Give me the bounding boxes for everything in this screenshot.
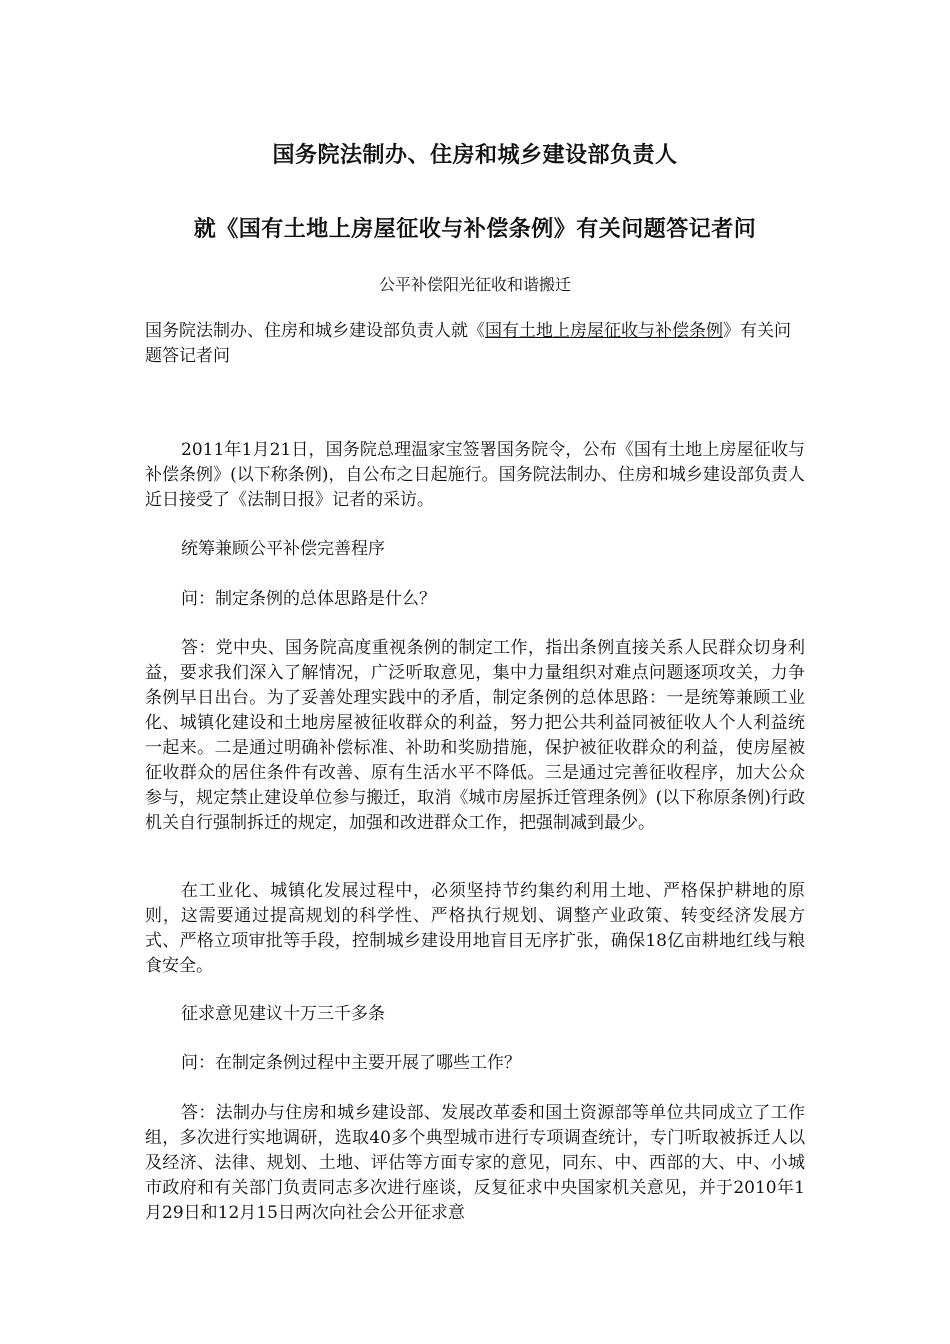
intro-prefix: 国务院法制办、住房和城乡建设部负责人就《	[145, 321, 485, 341]
document-title-line2: 就《国有土地上房屋征收与补偿条例》有关问题答记者问	[193, 217, 757, 242]
intro-line	[145, 319, 805, 369]
regulation-link[interactable]: 国有土地上房屋征收与补偿条例	[485, 321, 723, 341]
section-heading-2: 征求意见建议十万三千多条	[181, 1004, 385, 1024]
question-2: 问：在制定条例过程中主要开展了哪些工作？	[181, 1053, 521, 1073]
answer-2: 答：法制办与住房和城乡建设部、发展改革委和国土资源部等单位共同成立了工作组，多次进行实地调研，选取40多个典型城市进行专项调查统计，专门听取被拆迁人以及经济、法律、规划、土地、评估等方面专家的意见，同东、中、西部的大、中、小城市政府和有关部门负责同志多次进行座谈，反复征求中央国家机关意见，并于2010年1月29日和12月15日两次向社会公开征求意	[145, 1103, 805, 1223]
paragraph-land-use: 在工业化、城镇化发展过程中，必须坚持节约集约利用土地、严格保护耕地的原则，这需要通过提高规划的科学性、严格执行规划、调整产业政策、转变经济发展方式、严格立项审批等手段，控制城乡建设用地盲目无序扩张，确保18亿亩耕地红线与粮食安全。	[145, 881, 805, 976]
section-heading-1: 统筹兼顾公平补偿完善程序	[181, 539, 385, 559]
document-subtitle: 公平补偿阳光征收和谐搬迁	[378, 275, 571, 294]
question-1: 问：制定条例的总体思路是什么？	[181, 589, 436, 609]
paragraph-announcement: 2011年1月21日，国务院总理温家宝签署国务院令，公布《国有土地上房屋征收与补偿条例》(以下称条例)，自公布之日起施行。国务院法制办、住房和城乡建设部负责人近日接受了《法制日报》记者的采访。	[145, 440, 805, 510]
answer-1: 答：党中央、国务院高度重视条例的制定工作，指出条例直接关系人民群众切身利益，要求我们深入了解情况，广泛听取意见，集中力量组织对难点问题逐项攻关，力争条例早日出台。为了妥善处理实践中的矛盾，制定条例的总体思路：一是统筹兼顾工业化、城镇化建设和土地房屋被征收群众的利益，努力把公共利益同被征收人个人利益统一起来。二是通过明确补偿标准、补助和奖励措施，保护被征收群众的利益，使房屋被征收群众的居住条件有改善、原有生活水平不降低。三是通过完善征收程序，加大公众参与，规定禁止建设单位参与搬迁，取消《城市房屋拆迁管理条例》(以下称原条例)行政机关自行强制拆迁的规定，加强和改进群众工作，把强制减到最少。	[145, 638, 805, 833]
document-title-line1: 国务院法制办、住房和城乡建设部负责人	[272, 143, 678, 168]
intro-suffix: 》有关问题答记者问	[145, 321, 791, 366]
